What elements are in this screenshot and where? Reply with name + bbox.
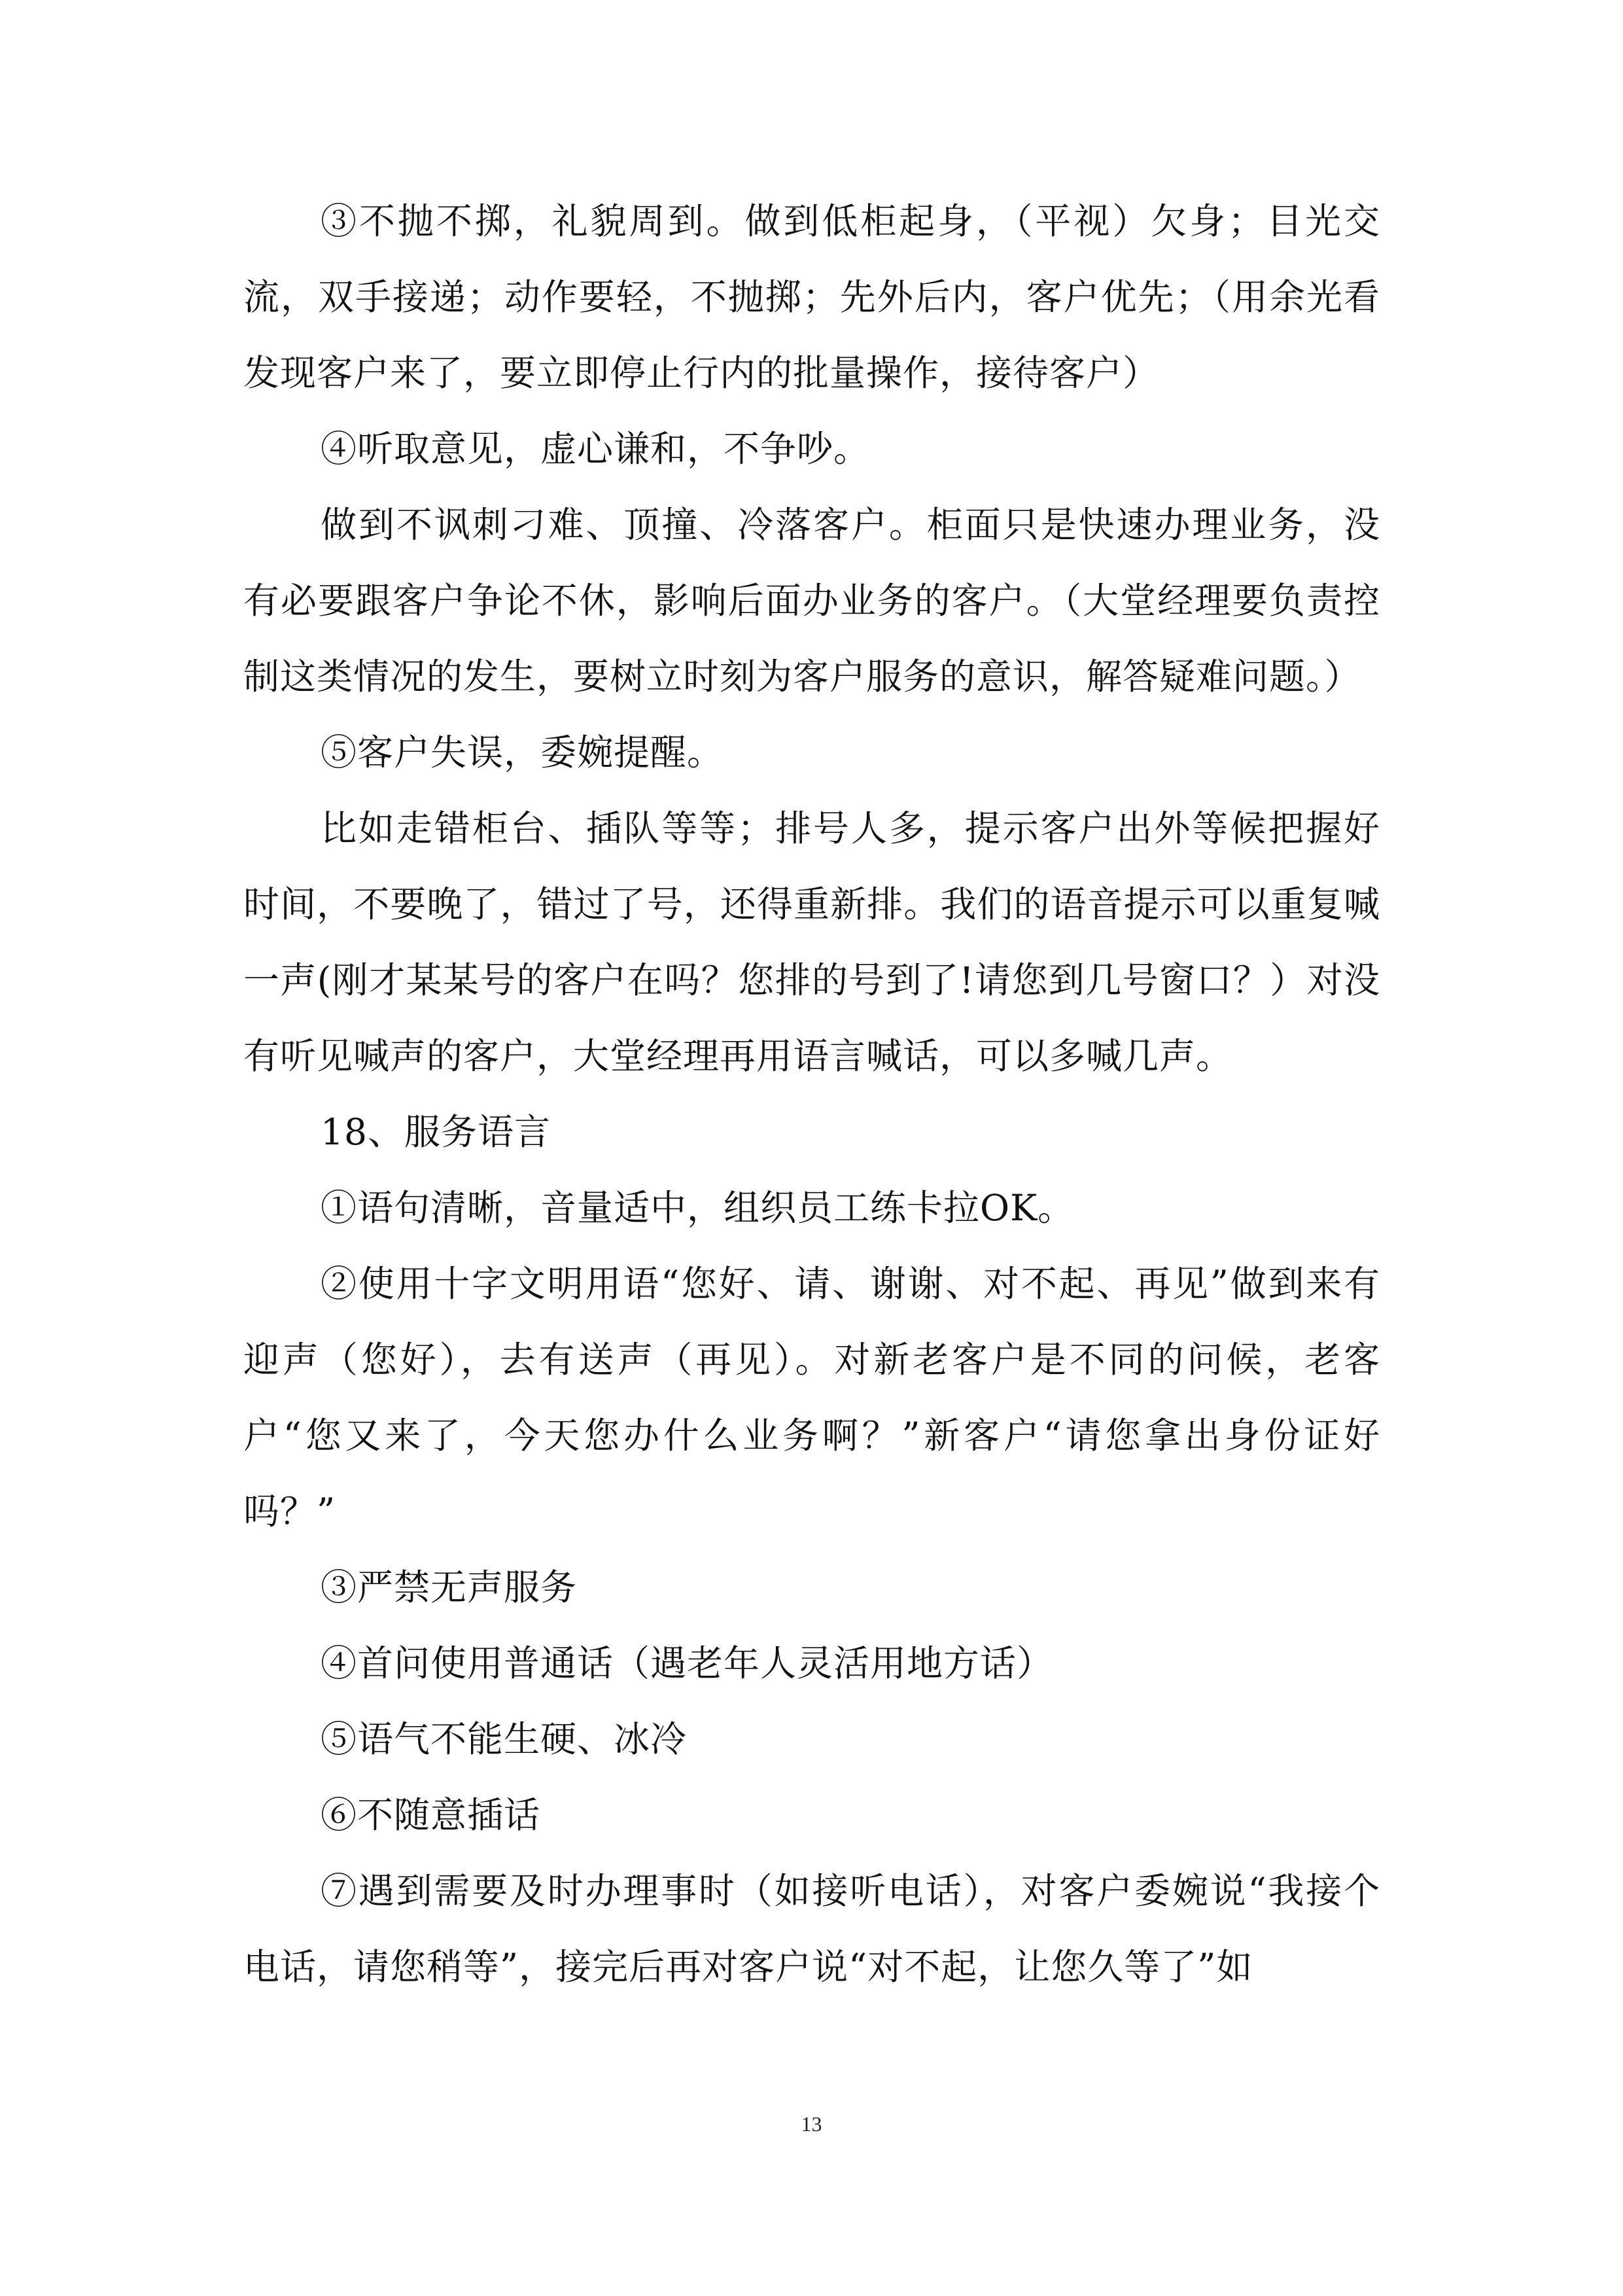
paragraph: 做到不讽刺刁难、顶撞、冷落客户。柜面只是快速办理业务，没有必要跟客户争论不休，影响后面办业务的客户。（大堂经理要负责控制这类情况的发生，要树立时刻为客户服务的意识，解答疑难问题。） (243, 504, 1380, 698)
paragraph: ②使用十字文明用语“您好、请、谢谢、对不起、再见”做到来有迎声（您好），去有送声（再见）。对新老客户是不同的问候，老客户“您又来了，今天您办什么业务啊？”新客户“请您拿出身份证好吗？” (243, 1263, 1380, 1532)
paragraph: ④听取意见，虚心谦和，不争吵。 (321, 428, 871, 470)
paragraph: 比如走错柜台、插队等等；排号人多，提示客户出外等候把握好时间，不要晚了，错过了号，还得重新排。我们的语音提示可以重复喊一声(刚才某某号的客户在吗？您排的号到了!请您到几号窗口？）对没有听见喊声的客户，大堂经理再用语言喊话，可以多喊几声。 (243, 807, 1380, 1077)
paragraph: ⑤客户失误，委婉提醒。 (321, 732, 724, 773)
page-number: 13 (801, 2112, 822, 2136)
section-heading: 18、服务语言 (321, 1111, 551, 1153)
paragraph: ③严禁无声服务 (321, 1566, 578, 1608)
paragraph: ⑥不随意插话 (321, 1794, 541, 1836)
paragraph: ⑤语气不能生硬、冰冷 (321, 1718, 688, 1760)
paragraph: ①语句清晰，音量适中，组织员工练卡拉OK。 (321, 1187, 1075, 1229)
paragraph: ⑦遇到需要及时办理事时（如接听电话），对客户委婉说“我接个电话，请您稍等”，接完后再对客户说“对不起，让您久等了”如 (243, 1870, 1380, 1988)
paragraph: ④首问使用普通话（遇老年人灵活用地方话） (321, 1642, 1054, 1684)
paragraph: ③不抛不掷，礼貌周到。做到低柜起身，（平视）欠身；目光交流，双手接递；动作要轻，不抛掷；先外后内，客户优先；（用余光看发现客户来了，要立即停止行内的批量操作，接待客户） (243, 200, 1380, 394)
body-text (243, 183, 1380, 2005)
